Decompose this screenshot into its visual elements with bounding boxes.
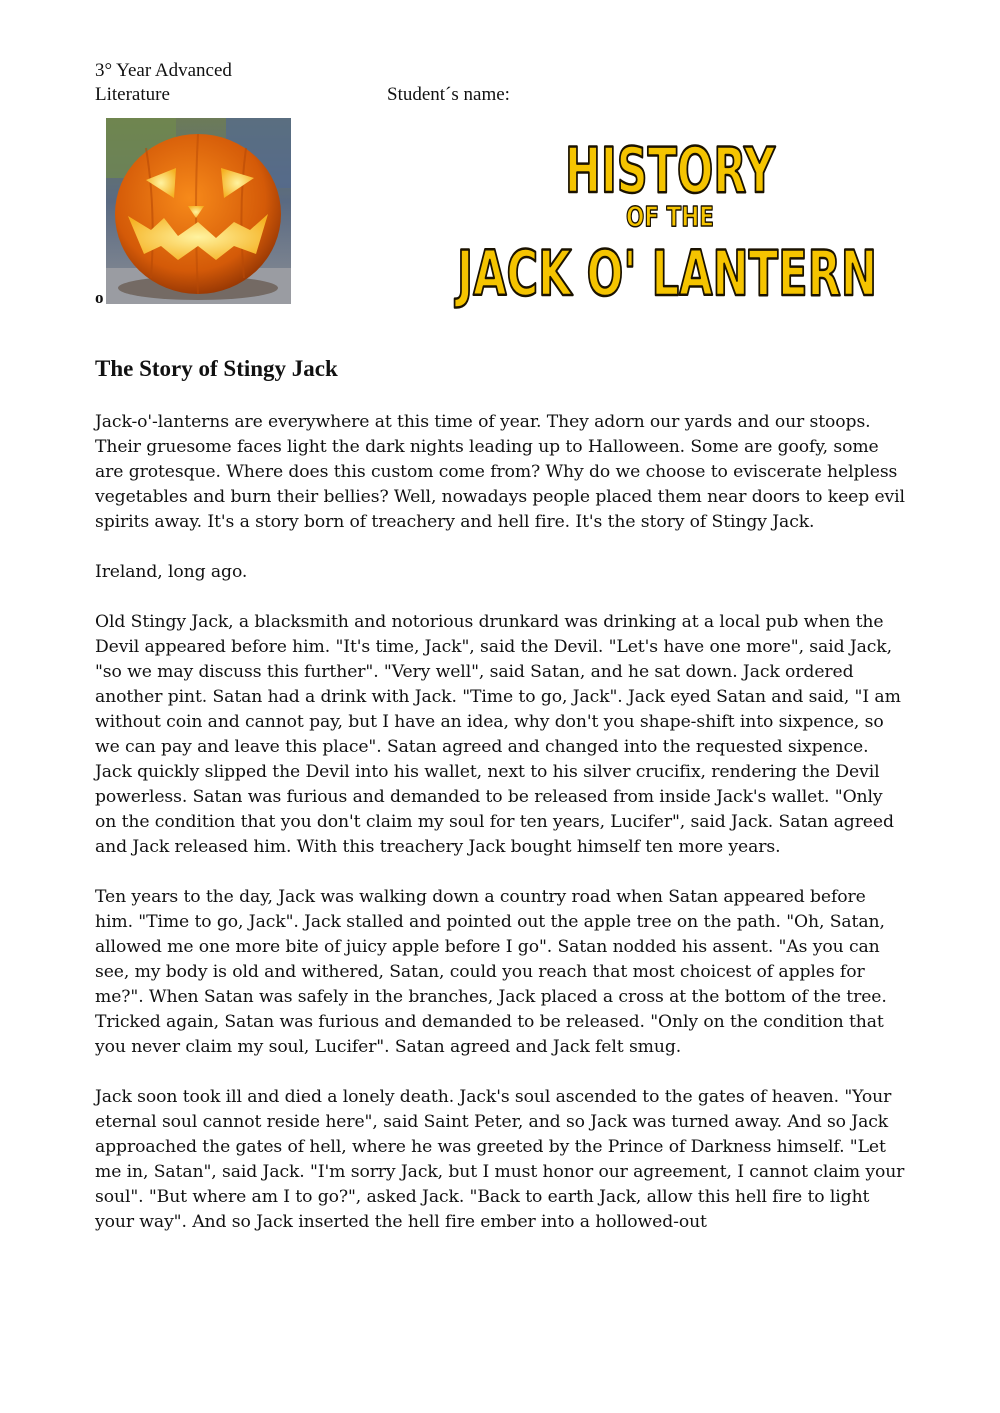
history-title-art [452,130,882,310]
story-paragraph: Ireland, long ago. [95,562,248,582]
story-body [95,410,907,1260]
story-paragraph: Ten years to the day, Jack was walking down a country road when Satan appeared before him. "Time to go, Jack". Jack stalled and pointed out the apple tree on the path. "Oh, Satan, allowed me one more bite of juicy apple before I go". Satan nodded his assent. "As you can see, my body is old and withered, Satan, could you reach that most choicest of apples for me?". When Satan was safely in the branches, Jack placed a cross at the bottom of the tree. Tricked again, Satan was furious and demanded to be released. "Only on the condition that you never claim my soul, Lucifer". Satan agreed and Jack felt smug. [95,887,887,1057]
pumpkin-photo-icon [106,118,291,304]
photo-caption-letter: o [95,288,104,307]
course-subject: Literature [95,84,170,105]
course-year: 3° Year Advanced [95,60,232,81]
title-art-line1: HISTORY [565,134,776,207]
title-art-line2: OF THE [626,200,714,233]
story-title: The Story of Stingy Jack [95,356,338,381]
student-name-label: Student´s name: [387,84,510,105]
story-paragraph: Jack-o'-lanterns are everywhere at this time of year. They adorn our yards and our stoops. Their gruesome faces light the dark nights leading up to Halloween. Some are goofy, some are grotesque. Where does this custom come from? Why do we choose to eviscerate helpless vegetables and burn their bellies? Well, nowadays people placed them near doors to keep evil spirits away. It's a story born of treachery and hell fire. It's the story of Stingy Jack. [95,412,905,532]
title-art-line3: JACK O' LANTERN [454,237,877,310]
story-paragraph: Jack soon took ill and died a lonely death. Jack's soul ascended to the gates of heaven. "Your eternal soul cannot reside here", said Saint Peter, and so Jack was turned away. And so Jack approached the gates of hell, where he was greeted by the Prince of Darkness himself. "Let me in, Satan", said Jack. "I'm sorry Jack, but I must honor our agreement, I cannot claim your soul". "But where am I to go?", asked Jack. "Back to earth Jack, allow this hell fire to light your way". And so Jack inserted the hell fire ember into a hollowed-out [95,1087,905,1232]
story-paragraph: Old Stingy Jack, a blacksmith and notorious drunkard was drinking at a local pub when the Devil appeared before him. "It's time, Jack", said the Devil. "Let's have one more", said Jack, "so we may discuss this further". "Very well", said Satan, and he sat down. Jack ordered another pint. Satan had a drink with Jack. "Time to go, Jack". Jack eyed Satan and said, "I am without coin and cannot pay, but I have an idea, why don't you shape-shift into sixpence, so we can pay and leave this place". Satan agreed and changed into the requested sixpence. Jack quickly slipped the Devil into his wallet, next to his silver crucifix, rendering the Devil powerless. Satan was furious and demanded to be released from inside Jack's wallet. "Only on the condition that you don't claim my soul for ten years, Lucifer", said Jack. Satan agreed and Jack released him. With this treachery Jack bought himself ten more years. [95,612,901,857]
